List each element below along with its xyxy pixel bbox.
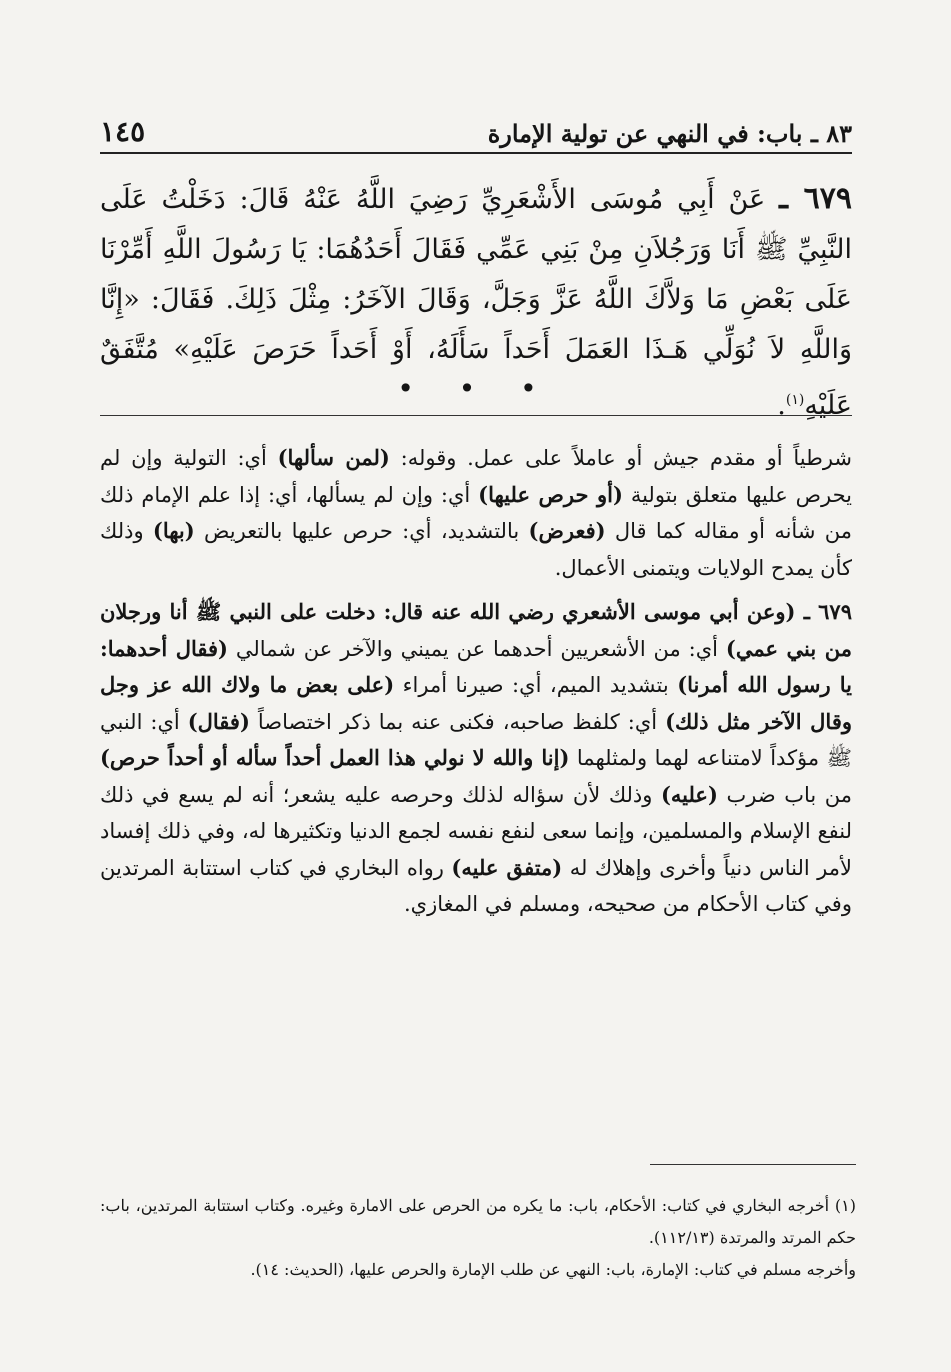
hadith-end: .	[777, 390, 786, 421]
quoted-phrase: (متفق عليه)	[451, 854, 563, 880]
commentary-text: من باب ضرب	[717, 782, 852, 807]
commentary-text: أي: كلفظ صاحبه، فكنى عنه بما ذكر اختصاصاً	[249, 709, 666, 734]
quoted-phrase: (بها)	[152, 518, 195, 543]
hadith-body: عَنْ أَبِي مُوسَى الأَشْعَرِيِّ رَضِيَ اللَّهُ عَنْهُ قَالَ: دَخَلْتُ عَلَى النَّبِيِّ ﷺ أَنَا وَرَجُلاَنِ مِنْ بَنِي عَمِّي فَقَالَ أَحَدُهُمَا: يَا رَسُولَ اللَّهِ أَمِّرْنَا عَلَى بَعْضِ مَا وَلاَّكَ اللَّهُ عَزَّ وَجَلَّ، وَقَالَ الآخَرُ: مِثْلَ ذَلِكَ. فَقَالَ: «إِنَّا وَاللَّهِ لاَ نُوَلِّي هَـذَا العَمَلَ أَحَداً سَأَلَهُ، أَوْ أَحَداً حَرَصَ عَلَيْهِ» مُتَّفَقٌ عَلَيْهِ	[100, 184, 852, 421]
quoted-phrase: ٦٧٩ ـ (وعن أبي موسى الأشعري رضي الله عنه قال: دخلت على النبي ﷺ أنا ورجلان من بني عمي)	[100, 599, 852, 661]
quoted-phrase: (فقال أحدهما: يا رسول الله أمرنا)	[100, 635, 853, 697]
quoted-phrase: (فعرض)	[528, 518, 606, 543]
quoted-phrase: (إنا والله لا نولي هذا العمل أحداً سأله أو أحداً حرص)	[100, 745, 570, 770]
page-number: ١٤٥	[100, 115, 146, 148]
quoted-phrase: (لمن سألها)	[277, 445, 390, 470]
commentary-text: بتشديد الميم، أي: صيرنا أمراء	[394, 673, 678, 697]
commentary-paragraph	[100, 440, 852, 586]
quoted-phrase: (على بعض ما ولاك الله عز وجل وقال الآخر مثل ذلك)	[100, 672, 853, 734]
commentary-text: وذلك لأن سؤاله لذلك وحرصه عليه يشعر؛ أنه لم يسع في ذلك لنفع الإسلام والمسلمين، وإنما سعى لنفع نفسه لجمع الدنيا وتكثيرها له، وفي ذلك إفساد لأمر الناس دنياً وأخرى وإهلاك له	[100, 782, 852, 880]
commentary-text: أي: التولية وإن لم يحرص عليها متعلق بتولية	[100, 446, 853, 507]
commentary-text: شرطياً أو مقدم جيش أو عاملاً على عمل. وقوله:	[389, 446, 853, 470]
chapter-title: ٨٣ ـ باب: في النهي عن تولية الإمارة	[487, 119, 852, 148]
footnote-1: (١) أخرجه البخاري في كتاب: الأحكام، باب: ما يكره من الحرص على الامارة وغيره. وكتاب استتابة المرتدين، باب: حكم المرتد والمرتدة (١١٢/١٣).	[100, 1196, 856, 1247]
commentary-text: رواه البخاري في كتاب استتابة المرتدين وفي كتاب الأحكام من صحيحه، ومسلم في المغازي.	[100, 855, 852, 916]
footnote-2: وأخرجه مسلم في كتاب: الإمارة، باب: النهي عن طلب الإمارة والحرص عليها، (الحديث: ١٤).	[250, 1260, 856, 1279]
quoted-phrase: (عليه)	[660, 781, 718, 807]
commentary-paragraph	[100, 594, 852, 923]
page-header	[100, 102, 852, 148]
commentary-rule	[100, 415, 852, 416]
commentary-text: وذلك كأن يمدح الولايات ويتمنى الأعمال.	[100, 519, 852, 580]
footnote-rule	[650, 1164, 856, 1165]
quoted-phrase: (أو حرص عليها)	[478, 481, 623, 507]
commentary	[100, 440, 852, 931]
commentary-text: أي: وإن لم يسألها، أي: إذا علم الإمام ذلك من شأنه أو مقاله كما قال	[100, 482, 852, 543]
commentary-text: أي: النبي ﷺ مؤكداً لامتناعه لهما ولمثلهما	[100, 709, 852, 770]
footnote-reference: (١)	[785, 392, 805, 408]
commentary-text: بالتشديد، أي: حرص عليها بالتعريض	[194, 519, 529, 543]
footnotes	[100, 1190, 856, 1286]
hadith-number: ٦٧٩ ـ	[779, 181, 852, 216]
quoted-phrase: (فقال)	[187, 708, 250, 734]
header-rule	[100, 152, 852, 154]
section-separator: • • •	[397, 372, 555, 405]
commentary-text: أي: من الأشعريين أحدهما عن يميني والآخر عن شمالي	[227, 636, 726, 661]
